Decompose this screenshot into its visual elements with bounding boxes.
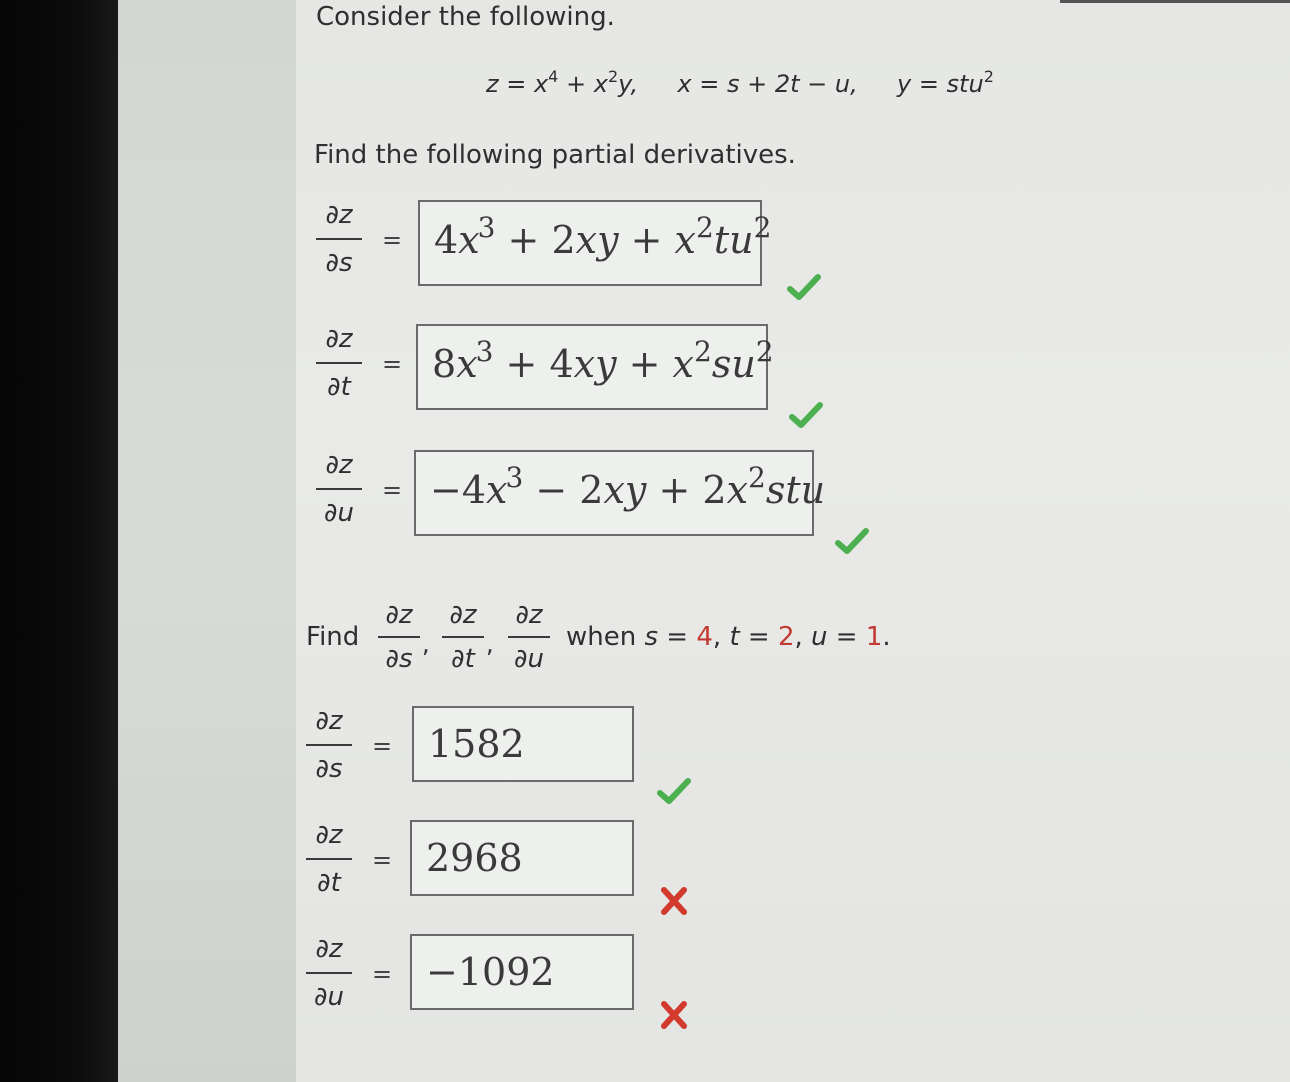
problem-panel bbox=[296, 0, 1290, 1082]
condition-u-eq: = bbox=[827, 622, 866, 652]
condition-u-value: 1 bbox=[865, 622, 883, 652]
check-icon bbox=[834, 526, 870, 556]
find-word: Find bbox=[306, 622, 360, 652]
fraction-dz-ds bbox=[306, 706, 352, 784]
fraction-denominator: ∂u bbox=[324, 498, 354, 528]
equals-sign: = bbox=[382, 226, 403, 254]
fraction-denominator: ∂s bbox=[315, 754, 343, 784]
fraction-numerator: ∂z bbox=[315, 820, 343, 850]
partial-row-t bbox=[316, 324, 876, 414]
problem-intro: Consider the following. bbox=[316, 2, 615, 32]
condition-u-var: u bbox=[811, 622, 828, 652]
y-def-lhs: y = stu bbox=[896, 70, 984, 98]
partial-row-s bbox=[316, 200, 876, 290]
fraction-denominator: ∂s bbox=[325, 248, 353, 278]
fraction-denominator: ∂s bbox=[385, 644, 413, 674]
panel-top-edge bbox=[1060, 0, 1290, 3]
fraction-dz-dt bbox=[316, 324, 362, 402]
fraction-numerator: ∂z bbox=[449, 600, 477, 630]
partial-row-u bbox=[316, 450, 916, 540]
z-def-exponent-1: 4 bbox=[548, 67, 559, 86]
derivatives-prompt: Find the following partial derivatives. bbox=[314, 140, 796, 170]
equals-sign: = bbox=[372, 960, 393, 988]
condition-s-var: s bbox=[644, 622, 659, 652]
answer-input-dz-dt[interactable]: $8x^3 + 4xy + x^2su^2$ bbox=[416, 324, 768, 410]
numeric-row-u bbox=[306, 934, 726, 1024]
fraction-bar bbox=[378, 636, 420, 638]
fraction-bar bbox=[306, 744, 352, 746]
fraction-denominator: ∂t bbox=[317, 868, 341, 898]
z-def-end: y, bbox=[618, 70, 639, 98]
y-definition bbox=[896, 67, 994, 98]
numeric-row-s bbox=[306, 706, 726, 796]
condition-t-value: 2 bbox=[777, 622, 795, 652]
fraction-bar bbox=[508, 636, 550, 638]
z-def-exponent-2: 2 bbox=[607, 67, 619, 86]
fraction-bar bbox=[316, 238, 362, 240]
condition-s-eq: = bbox=[658, 622, 697, 652]
equals-sign: = bbox=[372, 846, 393, 874]
fraction-dz-dt bbox=[306, 820, 352, 898]
mini-fraction-dz-dt bbox=[442, 600, 484, 674]
fraction-numerator: ∂z bbox=[325, 450, 353, 480]
answer-input-du-value[interactable]: −1092 bbox=[410, 934, 634, 1010]
fraction-bar bbox=[316, 362, 362, 364]
monitor-bezel bbox=[0, 0, 118, 1082]
fraction-dz-du bbox=[316, 450, 362, 528]
fraction-dz-ds bbox=[316, 200, 362, 278]
y-def-exponent: 2 bbox=[983, 67, 994, 86]
fraction-numerator: ∂z bbox=[385, 600, 413, 630]
condition-s-value: 4 bbox=[696, 622, 713, 652]
z-def-lhs: z = x bbox=[486, 70, 549, 98]
separator-comma: , bbox=[422, 630, 430, 658]
mini-fraction-dz-du bbox=[508, 600, 550, 674]
fraction-numerator: ∂z bbox=[515, 600, 543, 630]
equals-sign: = bbox=[372, 732, 393, 760]
fraction-numerator: ∂z bbox=[315, 706, 343, 736]
condition-t-var: t bbox=[729, 622, 740, 652]
mini-fraction-dz-ds bbox=[378, 600, 420, 674]
problem-equation bbox=[486, 67, 994, 98]
fraction-denominator: ∂t bbox=[451, 644, 475, 674]
page-left-margin bbox=[118, 0, 296, 1082]
fraction-bar bbox=[442, 636, 484, 638]
x-icon bbox=[656, 886, 692, 916]
fraction-numerator: ∂z bbox=[325, 200, 353, 230]
separator-comma: , bbox=[486, 630, 494, 658]
equals-sign: = bbox=[382, 350, 403, 378]
z-def-mid: + x bbox=[558, 70, 608, 98]
answer-input-dz-ds[interactable]: $4x^3 + 2xy + x^2tu^2$ bbox=[418, 200, 762, 286]
condition-u-sep: . bbox=[882, 622, 891, 652]
fraction-bar bbox=[306, 972, 352, 974]
fraction-bar bbox=[316, 488, 362, 490]
condition-t-eq: = bbox=[739, 622, 778, 652]
answer-input-ds-value[interactable]: 1582 bbox=[412, 706, 634, 782]
when-word: when bbox=[566, 622, 637, 652]
fraction-dz-du bbox=[306, 934, 352, 1012]
x-icon bbox=[656, 1000, 692, 1030]
fraction-denominator: ∂u bbox=[314, 982, 344, 1012]
fraction-denominator: ∂u bbox=[514, 644, 544, 674]
answer-input-dz-du[interactable]: $-4x^3 - 2xy + 2x^2stu$ bbox=[414, 450, 814, 536]
numeric-row-t bbox=[306, 820, 726, 910]
condition-s-sep: , bbox=[712, 622, 730, 652]
answer-input-dt-value[interactable]: 2968 bbox=[410, 820, 634, 896]
fraction-numerator: ∂z bbox=[325, 324, 353, 354]
fraction-denominator: ∂t bbox=[327, 372, 351, 402]
equals-sign: = bbox=[382, 476, 403, 504]
z-definition bbox=[486, 67, 639, 98]
evaluation-conditions bbox=[566, 622, 891, 652]
check-icon bbox=[788, 400, 824, 430]
x-definition: x = s + 2t − u, bbox=[677, 70, 858, 98]
evaluate-prompt bbox=[306, 600, 966, 690]
fraction-numerator: ∂z bbox=[315, 934, 343, 964]
fraction-bar bbox=[306, 858, 352, 860]
condition-t-sep: , bbox=[794, 622, 812, 652]
check-icon bbox=[656, 776, 692, 806]
check-icon bbox=[786, 272, 822, 302]
